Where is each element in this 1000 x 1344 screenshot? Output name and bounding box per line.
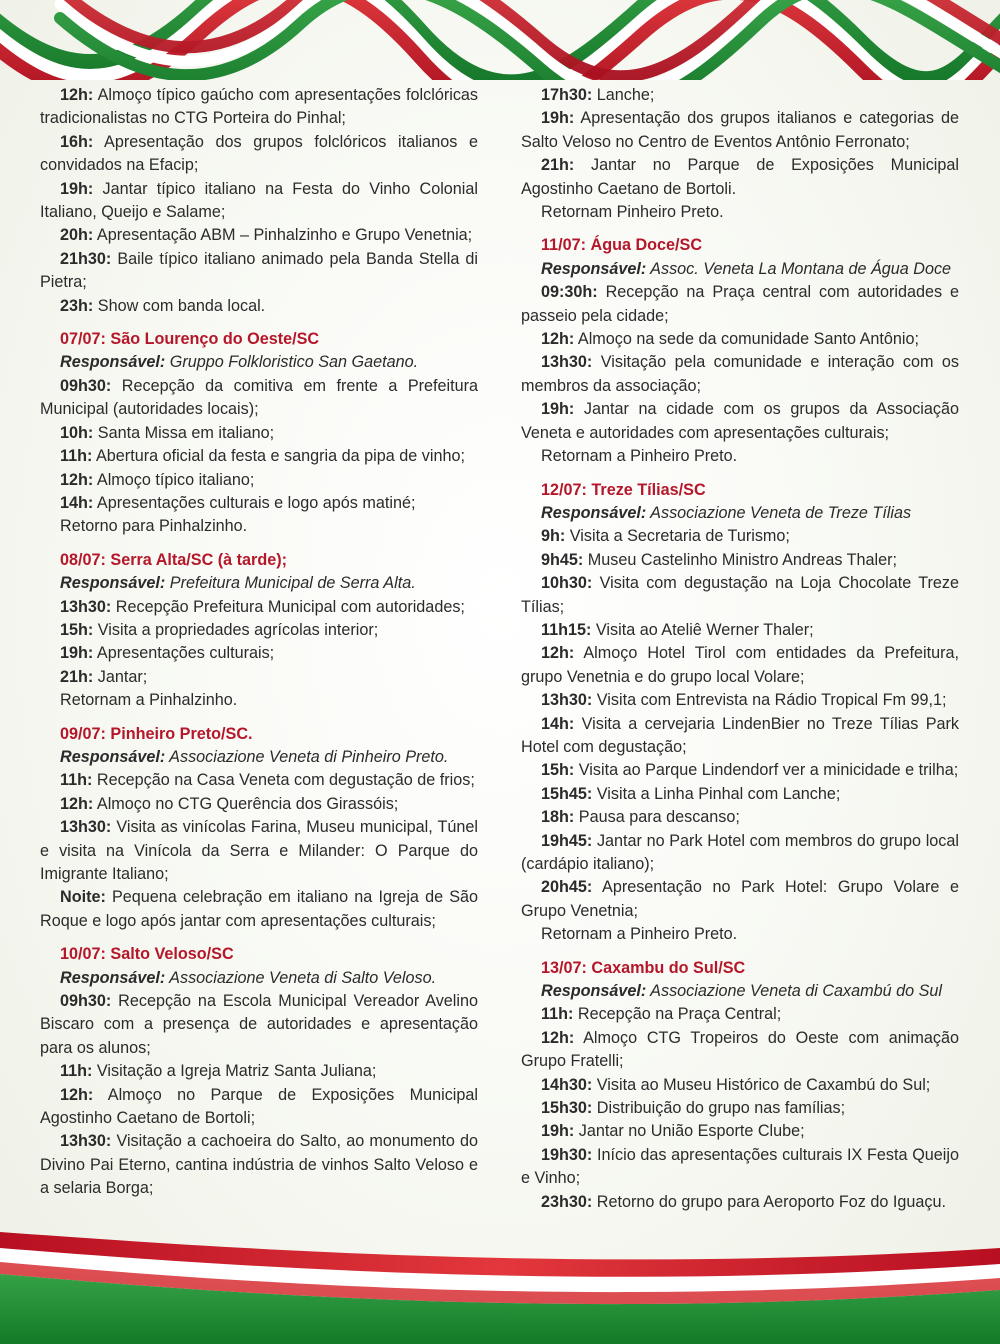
schedule-item [521, 1144, 959, 1191]
item-text: Jantar no União Esporte Clube; [578, 1122, 805, 1141]
schedule-item [40, 422, 478, 445]
closing-note: Retorno para Pinhalzinho. [60, 517, 248, 536]
schedule-item [40, 666, 478, 689]
item-time: 19h30: [541, 1145, 593, 1164]
schedule-item [521, 1003, 959, 1026]
responsible-label: Responsável: [541, 259, 647, 278]
item-time: 11h: [60, 447, 93, 466]
schedule-item [40, 131, 478, 178]
item-text: Retorno do grupo para Aeroporto Foz do Iguaçu. [596, 1192, 946, 1211]
schedule-item [40, 769, 478, 792]
item-text: Visita a propriedades agrícolas interior; [97, 620, 379, 639]
item-text: Jantar na cidade com os grupos da Associação Veneta e autoridades com apresentações culturais; [521, 400, 959, 442]
schedule-item [521, 1074, 959, 1097]
item-time: 11h15: [541, 620, 592, 639]
item-time: 10h: [60, 423, 94, 442]
schedule-item [40, 178, 478, 225]
schedule-item [521, 783, 959, 806]
item-text: Baile típico italiano animado pela Banda Stella di Pietra; [40, 249, 478, 292]
item-text: Recepção na Casa Veneta com degustação de frios; [96, 771, 475, 790]
schedule-item [40, 596, 478, 619]
italian-flag-ribbon-top [0, 0, 1000, 80]
item-time: 12h: [60, 470, 94, 489]
closing-note: Retornam a Pinheiro Preto. [541, 925, 738, 944]
day-section-sao-lourenco [40, 328, 478, 539]
responsible-name: Associazione Veneta de Treze Tílias [650, 503, 912, 522]
responsible-line [40, 351, 478, 374]
schedule-item [40, 248, 478, 295]
item-time: 19h45: [541, 831, 593, 850]
schedule-item [521, 572, 959, 619]
item-time: 11h: [60, 1062, 93, 1081]
responsible-name: Associazione Veneta di Caxambú do Sul [650, 982, 943, 1001]
schedule-06-07-continued [40, 84, 478, 318]
schedule-item [521, 1120, 959, 1143]
item-text: Visita a cervejaria LindenBier no Treze Tílias Park Hotel com degustação; [521, 714, 960, 756]
item-text: Apresentação dos grupos folclóricos italianos e convidados na Efacip; [40, 132, 478, 175]
responsible-line [40, 967, 478, 990]
item-text: Visita ao Museu Histórico de Caxambú do Sul; [596, 1075, 931, 1094]
item-time: 15h45: [541, 784, 593, 803]
item-time: 09h30: [60, 376, 112, 395]
responsible-name: Gruppo Folkloristico San Gaetano. [169, 353, 419, 372]
item-text: Show com banda local. [97, 296, 266, 315]
item-time: 9h45: [541, 550, 584, 569]
item-text: Almoço no Parque de Exposições Municipal Agostinho Caetano de Bortoli; [40, 1085, 478, 1128]
day-heading: 12/07: Treze Tílias/SC [541, 480, 706, 499]
item-text: Apresentação dos grupos italianos e categorias de Salto Veloso no Centro de Eventos Antônio Ferronato; [521, 109, 959, 151]
item-time: 14h: [60, 493, 94, 512]
schedule-item [40, 990, 478, 1060]
responsible-label: Responsável: [60, 968, 166, 987]
schedule-item [521, 1097, 959, 1120]
item-text: Recepção na Praça central com autoridades e passeio pela cidade; [521, 283, 960, 325]
item-time: 09h30: [60, 992, 112, 1011]
item-text: Jantar no Park Hotel com membros do grupo local (cardápio italiano); [521, 831, 959, 873]
item-time: Noite: [60, 888, 106, 907]
responsible-name: Assoc. Veneta La Montana de Água Doce [650, 259, 952, 278]
day-heading: 09/07: Pinheiro Preto/SC. [60, 724, 253, 743]
item-text: Recepção Prefeitura Municipal com autoridades; [115, 597, 465, 616]
item-time: 18h: [541, 808, 575, 827]
item-time: 12h: [60, 794, 94, 813]
item-time: 14h: [541, 714, 575, 733]
responsible-label: Responsável: [60, 353, 166, 372]
item-time: 9h: [541, 527, 566, 546]
left-column [40, 84, 478, 1201]
item-time: 23h30: [541, 1192, 593, 1211]
item-time: 21h: [60, 667, 94, 686]
schedule-item [521, 759, 959, 782]
right-column [521, 84, 959, 1214]
schedule-item [521, 1191, 959, 1214]
item-time: 13h30: [541, 353, 593, 372]
day-section-serra-alta [40, 549, 478, 713]
schedule-item [40, 469, 478, 492]
day-heading: 07/07: São Lourenço do Oeste/SC [60, 330, 320, 349]
item-time: 09:30h: [541, 283, 598, 302]
day-section-treze-tilias [521, 479, 959, 947]
item-text: Visitação a Igreja Matriz Santa Juliana; [96, 1062, 377, 1081]
item-time: 21h30: [60, 249, 112, 268]
item-time: 15h30: [541, 1099, 593, 1118]
item-text: Visita ao Parque Lindendorf ver a minicidade e trilha; [578, 761, 959, 780]
item-time: 12h: [541, 330, 575, 349]
item-text: Pausa para descanso; [578, 808, 740, 827]
item-time: 19h: [60, 644, 94, 663]
responsible-name: Associazione Veneta di Pinheiro Preto. [169, 747, 449, 766]
schedule-item [40, 642, 478, 665]
item-text: Almoço CTG Tropeiros do Oeste com animação Grupo Fratelli; [521, 1028, 959, 1071]
day-heading: 13/07: Caxambu do Sul/SC [541, 958, 746, 977]
schedule-item [521, 642, 959, 689]
schedule-item [40, 1130, 478, 1200]
schedule-item [521, 806, 959, 829]
schedule-item [40, 816, 478, 886]
item-text: Visita ao Ateliê Werner Thaler; [595, 620, 814, 639]
item-text: Jantar no Parque de Exposições Municipal Agostinho Caetano de Bortoli. [521, 156, 960, 198]
responsible-line [521, 258, 959, 281]
item-text: Almoço na sede da comunidade Santo Antônio; [577, 330, 919, 349]
item-text: Apresentação no Park Hotel: Grupo Volare e Grupo Venetnia; [521, 878, 960, 920]
schedule-item [521, 689, 959, 712]
closing-note: Retornam Pinheiro Preto. [541, 203, 724, 222]
schedule-item [40, 224, 478, 247]
item-text: Distribuição do grupo nas famílias; [596, 1099, 846, 1118]
schedule-item [40, 1084, 478, 1131]
item-text: Visita com Entrevista na Rádio Tropical Fm 99,1; [596, 691, 947, 710]
schedule-item [40, 295, 478, 318]
item-text: Apresentações culturais; [96, 644, 275, 663]
item-text: Almoço Hotel Tirol com entidades da Prefeitura, grupo Venetnia e do grupo local Volare; [521, 644, 959, 686]
schedule-item [521, 398, 959, 445]
item-time: 13h30: [60, 597, 112, 616]
item-text: Visita com degustação na Loja Chocolate Treze Tílias; [521, 574, 960, 616]
item-text: Lanche; [596, 86, 655, 104]
schedule-item [40, 886, 478, 933]
item-text: Visitação pela comunidade e interação com os membros da associação; [521, 353, 959, 395]
closing-note: Retornam a Pinheiro Preto. [541, 447, 738, 466]
item-time: 23h: [60, 296, 94, 315]
schedule-item [521, 1027, 959, 1074]
item-time: 19h: [541, 1122, 575, 1141]
schedule-item [521, 876, 959, 923]
item-time: 10h30: [541, 574, 593, 593]
item-text: Recepção na Praça Central; [577, 1005, 782, 1024]
responsible-line [521, 980, 959, 1003]
schedule-item [40, 375, 478, 422]
item-text: Almoço típico italiano; [96, 470, 255, 489]
item-text: Jantar típico italiano na Festa do Vinho Colonial Italiano, Queijo e Salame; [40, 179, 478, 222]
item-text: Recepção da comitiva em frente a Prefeitura Municipal (autoridades locais); [40, 376, 478, 419]
item-text: Início das apresentações culturais IX Festa Queijo e Vinho; [521, 1145, 960, 1188]
schedule-item [521, 154, 959, 201]
item-time: 15h: [541, 761, 575, 780]
item-time: 13h30: [541, 691, 593, 710]
responsible-label: Responsável: [60, 747, 166, 766]
schedule-item [521, 281, 959, 328]
schedule-item [521, 84, 959, 107]
item-time: 19h: [60, 179, 94, 198]
item-time: 12h: [60, 1085, 94, 1104]
schedule-item [521, 351, 959, 398]
item-text: Museu Castelinho Ministro Andreas Thaler; [587, 550, 898, 569]
schedule-item [521, 107, 959, 154]
schedule-item [521, 328, 959, 351]
item-time: 13h30: [60, 818, 112, 837]
item-text: Apresentação ABM – Pinhalzinho e Grupo Venetnia; [96, 226, 473, 245]
responsible-name: Associazione Veneta di Salto Veloso. [169, 968, 437, 987]
day-section-caxambu-do-sul [521, 957, 959, 1214]
item-text: Recepção na Escola Municipal Vereador Avelino Biscaro com a presença de autoridades e apresentação para os alunos; [40, 992, 478, 1057]
item-text: Almoço típico gaúcho com apresentações folclóricas tradicionalistas no CTG Porteira do Pinhal; [40, 86, 479, 128]
item-time: 15h: [60, 620, 94, 639]
item-time: 12h: [541, 1028, 575, 1047]
item-time: 20h45: [541, 878, 593, 897]
day-section-pinheiro-preto [40, 723, 478, 934]
closing-note: Retornam a Pinhalzinho. [60, 691, 238, 710]
item-time: 21h: [541, 156, 575, 175]
item-text: Abertura oficial da festa e sangria da pipa de vinho; [96, 447, 465, 466]
responsible-line [40, 746, 478, 769]
item-time: 11h: [541, 1005, 574, 1024]
schedule-10-07-continued [521, 84, 959, 224]
item-text: Jantar; [97, 667, 148, 686]
day-heading: 10/07: Salto Veloso/SC [60, 945, 234, 964]
schedule-item [521, 549, 959, 572]
day-heading: 11/07: Água Doce/SC [541, 236, 703, 255]
item-text: Visita a Linha Pinhal com Lanche; [596, 784, 841, 803]
responsible-label: Responsável: [541, 982, 647, 1001]
schedule-item [521, 713, 959, 760]
item-text: Apresentações culturais e logo após matiné; [96, 493, 416, 512]
schedule-item [521, 830, 959, 877]
schedule-item [40, 445, 478, 468]
schedule-item [40, 793, 478, 816]
schedule-item [40, 84, 478, 131]
item-text: Visita a Secretaria de Turismo; [569, 527, 790, 546]
item-time: 19h: [541, 109, 575, 128]
item-text: Visita as vinícolas Farina, Museu municipal, Túnel e visita na Vinícola da Serra e Milander: O Parque do Imigrante Italiano; [40, 818, 478, 883]
schedule-item [40, 492, 478, 515]
item-text: Pequena celebração em italiano na Igreja de São Roque e logo após jantar com apresentações culturais; [40, 888, 479, 930]
day-section-salto-veloso [40, 943, 478, 1200]
item-time: 19h: [541, 400, 575, 419]
schedule-item [521, 619, 959, 642]
schedule-item [40, 1060, 478, 1083]
responsible-label: Responsável: [60, 574, 166, 593]
schedule-item [521, 525, 959, 548]
item-time: 17h30: [541, 86, 593, 104]
item-time: 13h30: [60, 1132, 112, 1151]
item-time: 12h: [541, 644, 575, 663]
day-section-agua-doce [521, 234, 959, 468]
italian-flag-wave-bottom [0, 1218, 1000, 1344]
responsible-line [40, 572, 478, 595]
item-text: Santa Missa em italiano; [97, 423, 275, 442]
schedule-item [40, 619, 478, 642]
item-time: 20h: [60, 226, 94, 245]
item-text: Visitação a cachoeira do Salto, ao monumento do Divino Pai Eterno, cantina indústria de vinhos Salto Veloso e a selaria Borga; [40, 1132, 478, 1198]
responsible-label: Responsável: [541, 503, 647, 522]
item-time: 14h30: [541, 1075, 593, 1094]
item-time: 16h: [60, 132, 94, 151]
responsible-line [521, 502, 959, 525]
day-heading: 08/07: Serra Alta/SC (à tarde); [60, 550, 288, 569]
item-text: Almoço no CTG Querência dos Girassóis; [96, 794, 399, 813]
responsible-name: Prefeitura Municipal de Serra Alta. [169, 574, 416, 593]
item-time: 11h: [60, 771, 93, 790]
item-time: 12h: [60, 86, 94, 104]
